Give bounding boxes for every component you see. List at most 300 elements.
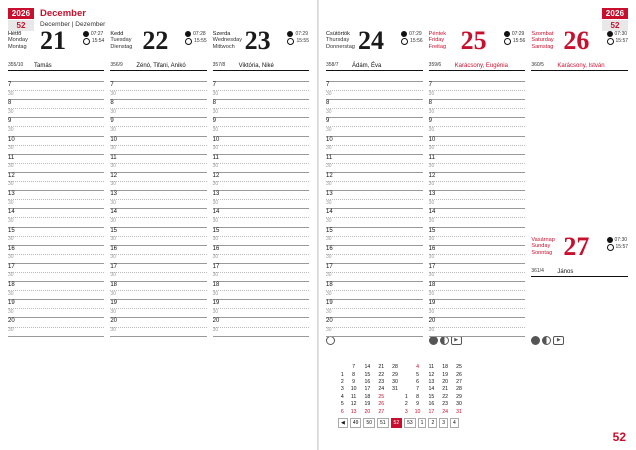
hour-label: 20 [212, 318, 220, 325]
hour-row[interactable] [429, 136, 526, 154]
half-hour-label: 30 [110, 126, 116, 133]
hour-row[interactable] [110, 281, 206, 299]
mini-calendar-cell[interactable] [388, 409, 402, 416]
half-hour-line [8, 181, 104, 182]
mini-calendar-cell[interactable]: 9 [352, 378, 356, 385]
mini-calendar-cell[interactable]: 25 [378, 393, 385, 400]
hour-row[interactable] [429, 99, 526, 117]
mini-calendar-cell[interactable]: 11 [350, 393, 357, 400]
new-moon-icon [531, 336, 540, 345]
mini-calendar-cell[interactable]: 3 [340, 386, 344, 393]
half-hour-line [110, 236, 206, 237]
mini-calendar-cell[interactable]: 2 [404, 401, 408, 408]
mini-calendar-cell[interactable]: 30 [456, 401, 462, 408]
hour-row[interactable] [110, 190, 206, 208]
week-strip-item[interactable]: 3 [439, 418, 448, 428]
mini-calendar-cell[interactable]: 16 [364, 378, 371, 385]
mini-calendar-cell[interactable]: 26 [378, 401, 385, 408]
mini-calendar-row [338, 409, 466, 416]
mini-calendar-cell[interactable]: 1 [340, 371, 344, 378]
day-name-hu: Szerda [212, 31, 231, 37]
hour-line [326, 245, 423, 246]
moon-phase-group [531, 336, 564, 345]
mini-calendar-cell[interactable] [402, 386, 411, 393]
hour-label: 10 [8, 136, 15, 143]
hour-row[interactable] [213, 81, 309, 99]
mini-calendar-cell[interactable]: 28 [456, 386, 462, 393]
mini-calendar-cell[interactable]: 6 [416, 378, 419, 385]
mini-calendar-row [338, 372, 466, 379]
mini-calendar-cell[interactable]: 31 [392, 386, 398, 393]
hour-row[interactable] [8, 117, 104, 135]
hour-line [326, 317, 423, 318]
day-header [326, 26, 423, 71]
mini-calendar-cell[interactable]: 8 [416, 393, 419, 400]
mini-calendar-cell[interactable]: 13 [350, 408, 357, 415]
hour-row[interactable] [213, 117, 309, 135]
month-subtitle: December | Dezember [40, 21, 106, 28]
mini-calendar-cell[interactable]: 21 [442, 386, 449, 393]
hour-row[interactable] [326, 172, 423, 190]
right-page-header [602, 8, 628, 30]
mini-calendar [338, 364, 466, 428]
hour-row[interactable] [110, 172, 206, 190]
mini-calendar-week-strip [338, 418, 466, 428]
half-hour-line [8, 199, 104, 200]
hour-line-bottom [110, 336, 206, 337]
hour-line [213, 99, 309, 100]
day-number: 25 [460, 26, 487, 55]
hour-row[interactable] [213, 263, 309, 281]
hour-row[interactable] [429, 299, 526, 317]
hour-grid [8, 81, 104, 336]
hour-row[interactable] [110, 154, 206, 172]
hour-row[interactable] [326, 245, 423, 263]
mini-calendar-cell[interactable]: 17 [428, 408, 435, 415]
hour-line [213, 227, 309, 228]
mini-calendar-cell[interactable]: 22 [442, 393, 449, 400]
day-name-de: Samstag [531, 43, 554, 50]
half-hour-label: 30 [428, 126, 435, 133]
half-hour-label: 30 [212, 290, 219, 297]
hour-line [429, 136, 526, 137]
hour-label: 8 [212, 100, 216, 107]
mini-calendar-cell[interactable]: 19 [364, 401, 371, 408]
half-hour-label: 30 [110, 254, 116, 261]
hour-label: 14 [110, 209, 118, 216]
hour-row[interactable] [213, 299, 309, 317]
hour-line [110, 317, 206, 318]
hour-line [429, 317, 526, 318]
mini-calendar-cell[interactable]: 13 [428, 378, 435, 385]
mini-calendar-cell[interactable] [402, 372, 411, 379]
mini-calendar-cell[interactable]: 19 [442, 371, 449, 378]
hour-row[interactable] [110, 99, 206, 117]
half-hour-label: 30 [212, 199, 219, 206]
hour-row[interactable] [326, 190, 423, 208]
half-hour-label: 30 [110, 308, 116, 315]
mini-calendar-cell[interactable]: 24 [442, 408, 449, 415]
hour-line [213, 281, 309, 282]
hour-label: 12 [212, 172, 220, 179]
hour-row[interactable] [429, 154, 526, 172]
name-day-label: Karácsony, István [557, 63, 605, 69]
sun-time-value: 15:57 [615, 243, 629, 250]
hour-label: 14 [8, 209, 15, 216]
mini-calendar-cell[interactable]: 23 [378, 378, 385, 385]
hour-label: 16 [326, 245, 333, 252]
day-name-en: Friday [428, 37, 445, 44]
mini-calendar-cell[interactable] [402, 379, 411, 386]
week-strip-item[interactable]: 52 [391, 418, 403, 428]
sun-time-row [607, 237, 629, 244]
hour-row[interactable] [213, 154, 309, 172]
mini-calendar-cell[interactable]: 5 [340, 401, 344, 408]
mini-calendar-cell[interactable]: 11 [428, 364, 435, 371]
hour-row[interactable] [326, 81, 423, 99]
hour-line [8, 190, 104, 191]
half-hour-line [110, 108, 206, 109]
half-hour-label: 30 [110, 163, 116, 170]
hour-label: 19 [326, 300, 333, 307]
hour-line [110, 172, 206, 173]
half-hour-line [326, 327, 423, 328]
hour-row[interactable] [8, 190, 104, 208]
day-name-en: Sunday [531, 243, 551, 250]
week-strip-item[interactable]: 50 [363, 418, 375, 428]
mini-calendar-row [338, 364, 466, 371]
hour-row[interactable] [8, 227, 104, 245]
hour-row[interactable] [213, 99, 309, 117]
hour-label: 13 [212, 191, 220, 198]
mini-calendar-cell[interactable]: 14 [428, 386, 435, 393]
hour-label: 12 [428, 172, 436, 179]
hour-line [429, 190, 526, 191]
moon-arrow-icon: ▶ [553, 336, 564, 345]
mini-calendar-cell[interactable]: 18 [364, 393, 371, 400]
hour-row[interactable] [8, 154, 104, 172]
mini-calendar-cell[interactable]: 12 [350, 401, 357, 408]
hour-label: 11 [110, 154, 117, 161]
hour-label: 14 [326, 209, 333, 216]
mini-calendar-cell[interactable]: 17 [364, 386, 371, 393]
hour-line-bottom [326, 336, 423, 337]
hour-row[interactable] [8, 208, 104, 226]
half-hour-line [110, 126, 206, 127]
hour-row[interactable] [326, 317, 423, 335]
mini-calendar-cell[interactable] [388, 394, 402, 401]
hour-label: 7 [212, 82, 216, 88]
half-hour-label: 30 [8, 326, 14, 333]
mini-calendar-cell[interactable]: 14 [364, 364, 371, 371]
hour-row[interactable] [110, 208, 206, 226]
hour-label: 7 [428, 82, 433, 88]
mini-calendar-cell[interactable]: 5 [416, 371, 419, 378]
hour-label: 19 [110, 300, 118, 307]
day-header [110, 26, 207, 71]
half-hour-line [326, 163, 423, 164]
sun-time-value: 15:55 [194, 37, 207, 44]
hour-row[interactable] [110, 299, 206, 317]
hour-row[interactable] [326, 208, 423, 226]
half-hour-label: 30 [110, 272, 116, 279]
hour-line [8, 317, 104, 318]
half-hour-label: 30 [428, 199, 435, 206]
mini-calendar-cell[interactable]: 7 [416, 386, 419, 393]
day-header [531, 232, 629, 277]
half-hour-line [8, 327, 104, 328]
half-hour-label: 30 [8, 145, 14, 152]
half-hour-label: 30 [326, 163, 332, 170]
hour-row[interactable] [110, 136, 206, 154]
hour-row[interactable] [110, 81, 206, 99]
hour-row[interactable] [213, 172, 309, 190]
week-strip-item[interactable]: 1 [418, 418, 427, 428]
hour-row[interactable] [213, 245, 309, 263]
day-column [212, 26, 309, 336]
sun-times [287, 31, 309, 45]
sun-time-row [504, 31, 526, 38]
mini-calendar-cell[interactable]: 23 [442, 401, 449, 408]
mini-calendar-cell[interactable]: 29 [392, 371, 398, 378]
week-strip-item[interactable]: 4 [450, 418, 459, 428]
day-names [429, 31, 446, 50]
hour-line [429, 227, 526, 228]
hour-row[interactable] [429, 190, 526, 208]
day-names [326, 31, 355, 50]
hour-line [8, 172, 104, 173]
mini-calendar-cell[interactable]: 22 [378, 371, 385, 378]
mini-calendar-row [338, 386, 466, 393]
hour-row[interactable] [8, 136, 104, 154]
week-strip-item[interactable]: 53 [404, 418, 416, 428]
hour-row[interactable] [429, 81, 526, 99]
mini-calendar-cell[interactable]: 15 [428, 393, 435, 400]
sun-time-value: 07:29 [409, 31, 422, 37]
half-hour-line [110, 290, 206, 291]
mini-calendar-cell[interactable]: 6 [340, 408, 344, 415]
name-day-label: János [557, 269, 574, 275]
hour-label: 8 [8, 100, 12, 107]
hour-row[interactable] [110, 117, 206, 135]
day-header [428, 26, 526, 71]
week-strip-item[interactable]: 2 [428, 418, 437, 428]
half-hour-label: 30 [110, 108, 116, 115]
mini-calendar-cell[interactable]: 7 [352, 364, 356, 371]
half-hour-label: 30 [326, 290, 332, 297]
day-of-year-info: 361/4 [531, 268, 544, 274]
hour-row[interactable] [429, 172, 526, 190]
sun-time-row [504, 38, 526, 45]
day-of-year-info: 360/5 [531, 62, 544, 68]
hour-row[interactable] [213, 136, 309, 154]
hour-row[interactable] [429, 281, 526, 299]
hour-row[interactable] [110, 317, 206, 335]
hour-label: 17 [326, 263, 333, 270]
mini-calendar-cell[interactable] [338, 364, 347, 371]
mini-calendar-cell[interactable]: 16 [428, 401, 435, 408]
half-hour-line [429, 290, 526, 291]
half-hour-line [110, 327, 206, 328]
mini-calendar-cell[interactable]: 27 [378, 408, 385, 415]
mini-calendar-cell[interactable]: 20 [364, 408, 371, 415]
half-hour-line [110, 217, 206, 218]
hour-label: 11 [212, 154, 219, 161]
hour-line [326, 136, 423, 137]
sunset-icon [607, 244, 614, 251]
hour-row[interactable] [429, 117, 526, 135]
half-hour-label: 30 [8, 181, 14, 188]
hour-row[interactable] [213, 190, 309, 208]
hour-row[interactable] [8, 299, 104, 317]
sun-time-value: 07:27 [90, 31, 104, 37]
hour-row[interactable] [326, 263, 423, 281]
moon-phase-group [326, 336, 335, 345]
half-hour-line [326, 236, 423, 237]
hour-line [110, 281, 206, 282]
sun-time-value: 15:55 [296, 37, 309, 44]
half-hour-label: 30 [212, 108, 219, 115]
half-hour-line [213, 163, 309, 164]
mini-calendar-cell[interactable]: 27 [456, 378, 462, 385]
hour-row[interactable] [8, 263, 104, 281]
day-name-hu: Hétfő [8, 31, 22, 37]
half-hour-line [429, 236, 526, 237]
weekend-column [531, 26, 629, 343]
mini-calendar-cell[interactable]: 12 [428, 371, 435, 378]
mini-calendar-cell[interactable]: 30 [392, 378, 398, 385]
mini-calendar-cell[interactable]: 18 [442, 364, 449, 371]
half-moon-icon [542, 336, 551, 345]
mini-calendar-cell[interactable]: 4 [416, 364, 419, 371]
hour-row[interactable] [213, 208, 309, 226]
day-name-en: Tuesday [110, 37, 132, 44]
hour-row[interactable] [326, 99, 423, 117]
hour-line [213, 208, 309, 209]
mini-calendar-cell[interactable]: 9 [416, 401, 419, 408]
hour-label: 18 [428, 282, 436, 289]
hour-row[interactable] [326, 299, 423, 317]
mini-calendar-cell[interactable] [388, 401, 402, 408]
hour-row[interactable] [8, 317, 104, 335]
mini-calendar-cell[interactable]: 20 [442, 378, 449, 385]
mini-calendar-cell[interactable]: 10 [414, 408, 421, 415]
mini-calendar-cell[interactable]: 28 [392, 364, 398, 371]
hour-line [8, 154, 104, 155]
hour-row[interactable] [8, 81, 104, 99]
hour-row[interactable] [110, 263, 206, 281]
hour-row[interactable] [213, 227, 309, 245]
hour-row[interactable] [429, 245, 526, 263]
half-hour-label: 30 [326, 217, 332, 224]
half-hour-label: 30 [428, 254, 435, 261]
mini-calendar-cell[interactable]: 26 [456, 371, 462, 378]
hour-row[interactable] [429, 227, 526, 245]
year-label-left: 2026 [8, 8, 34, 19]
half-hour-line [110, 145, 206, 146]
mini-calendar-cell[interactable]: 29 [456, 393, 462, 400]
hour-line [429, 172, 526, 173]
hour-line [429, 299, 526, 300]
half-hour-line [110, 272, 206, 273]
hour-row[interactable] [326, 117, 423, 135]
mini-calendar-cell[interactable]: 21 [378, 364, 385, 371]
hour-label: 19 [8, 300, 15, 307]
half-hour-label: 30 [8, 217, 14, 224]
mini-calendar-row [338, 394, 466, 401]
week-strip-item[interactable]: 49 [350, 418, 362, 428]
week-strip-item[interactable]: 51 [377, 418, 389, 428]
sunrise-icon [287, 31, 293, 37]
half-hour-line [326, 199, 423, 200]
name-day-label: Zénó, Tifani, Anikó [136, 63, 186, 69]
mini-calendar-cell[interactable]: 3 [404, 408, 408, 415]
half-hour-line [110, 163, 206, 164]
sunrise-icon [607, 237, 613, 243]
half-hour-line [326, 272, 423, 273]
hour-row[interactable] [326, 136, 423, 154]
hour-row[interactable] [8, 245, 104, 263]
hour-row[interactable] [326, 227, 423, 245]
mini-calendar-cell[interactable]: 24 [378, 386, 385, 393]
hour-row[interactable] [429, 263, 526, 281]
hour-row[interactable] [8, 99, 104, 117]
half-hour-label: 30 [428, 236, 435, 242]
hour-row[interactable] [213, 281, 309, 299]
hour-line [110, 99, 206, 100]
mini-calendar-cell[interactable]: 10 [350, 386, 357, 393]
half-hour-line [429, 90, 526, 91]
hour-row[interactable] [326, 281, 423, 299]
half-hour-line [429, 308, 526, 309]
day-name-hu: Szombat [531, 31, 554, 37]
week-strip-prev-icon[interactable]: ◀ [338, 418, 348, 428]
hour-row[interactable] [8, 281, 104, 299]
hour-row[interactable] [326, 154, 423, 172]
hour-line [326, 281, 423, 282]
hour-row[interactable] [110, 245, 206, 263]
hour-row[interactable] [213, 317, 309, 335]
hour-row[interactable] [8, 172, 104, 190]
day-header [8, 26, 105, 71]
hour-row[interactable] [429, 208, 526, 226]
sun-time-row [607, 31, 629, 38]
mini-calendar-cell[interactable]: 4 [340, 393, 344, 400]
mini-calendar-cell[interactable]: 8 [352, 371, 356, 378]
hour-label: 10 [428, 136, 436, 143]
mini-calendar-cell[interactable]: 31 [456, 408, 462, 415]
hour-row[interactable] [429, 317, 526, 335]
mini-calendar-cell[interactable]: 15 [364, 371, 371, 378]
hour-line [8, 81, 104, 82]
mini-calendar-cell[interactable]: 1 [404, 393, 408, 400]
mini-calendar-cell[interactable]: 25 [456, 364, 462, 371]
half-hour-line [8, 308, 104, 309]
half-hour-label: 30 [428, 181, 435, 188]
mini-calendar-cell[interactable] [402, 364, 411, 371]
half-hour-line [213, 236, 309, 237]
mini-calendar-cell[interactable]: 2 [340, 378, 344, 385]
hour-line [213, 117, 309, 118]
half-hour-line [213, 308, 309, 309]
day-names [8, 31, 28, 50]
hour-row[interactable] [110, 227, 206, 245]
hour-grid [110, 81, 206, 336]
hour-line [326, 227, 423, 228]
half-hour-line [8, 163, 104, 164]
year-week-badge-left [8, 8, 34, 31]
hour-label: 19 [212, 300, 220, 307]
